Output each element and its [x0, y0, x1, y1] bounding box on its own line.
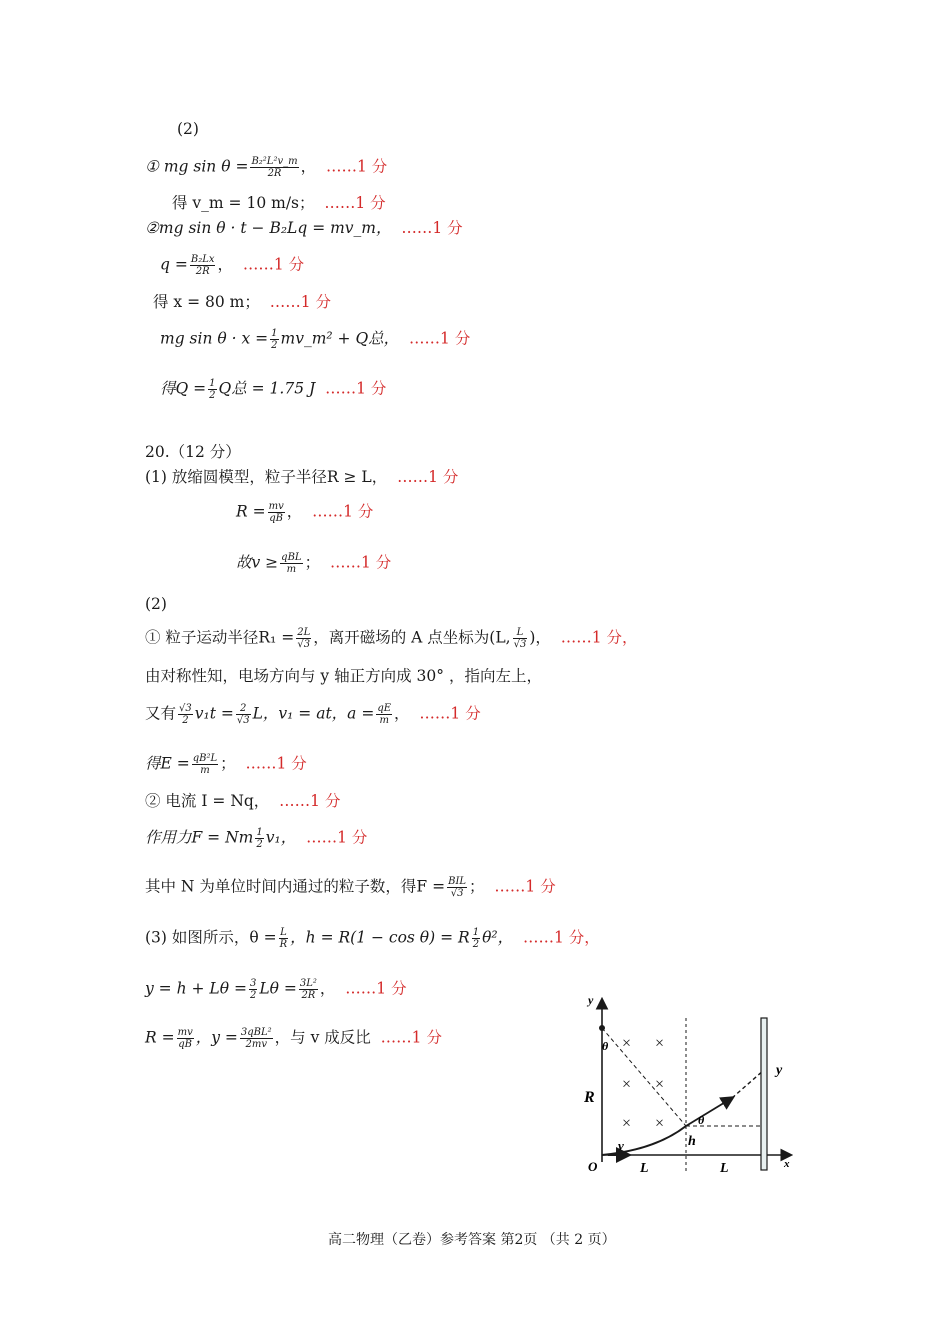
page-footer: 高二物理（乙卷）参考答案 第2页 （共 2 页） [328, 1232, 616, 1248]
q20-2f: 作用力F = Nm $\frac{1}{2}$ v₁， ……1 分 [145, 827, 368, 850]
trajectory-diagram [580, 990, 810, 1180]
q20-1c: 故v ≥ $\frac{\text{qBL}}{m}$ ； ……1 分 [236, 552, 392, 575]
field-cross: × [622, 1076, 632, 1093]
magnetic-field [622, 1035, 664, 1132]
part2-label: (2) [177, 120, 199, 138]
L1-label: L [640, 1161, 649, 1176]
eq3: ②mg sin θ · t − B₂Lq = mv_m， ……1 分 [145, 219, 463, 237]
field-cross: × [622, 1115, 632, 1132]
field-cross: × [655, 1115, 665, 1132]
exit-path [686, 1098, 732, 1126]
points-mark: ……1 分 [325, 157, 388, 176]
q20-2e: ② 电流 I = Nq， ……1 分 [145, 792, 341, 810]
q20-1b: R = $\frac{mv}{qB}$ ， ……1 分 [236, 501, 374, 524]
q20-2a: ① 粒子运动半径R₁ = $\frac{2L}{√3}$ ，离开磁场的 A 点坐标为(L, $\frac{L}{√3}$ )， ……1 分， [145, 627, 638, 650]
q20-3c: R = $\frac{mv}{qB}$ ，y = $\frac{\text{3qBL²}}{2mv}$ ，与 v 成反比 ……1 分 [145, 1027, 442, 1050]
q20-2b: 由对称性知，电场方向与 y 轴正方向成 30° ，指向左上， [145, 667, 542, 685]
q20-2g: 其中 N 为单位时间内通过的粒子数，得F = $\frac{\text{BIL}}{√3}$ ； ……1 分 [145, 876, 556, 899]
v-label: v [618, 1138, 624, 1153]
eq1: ① mg sin θ = $\frac{\text{B₂²L²v\_m}}{2R}$ ， ……1 分 [145, 156, 388, 179]
L2-label: L [720, 1161, 729, 1176]
y-hit-label: y [776, 1063, 783, 1078]
q20-3b: y = h + Lθ = $\frac{3}{2}$ Lθ = $\frac{\text{3L²}}{2R}$ ， ……1 分 [145, 978, 407, 1001]
particle-arc [602, 1126, 686, 1155]
exit-path-dashed [732, 1070, 764, 1098]
origin-label: O [588, 1159, 598, 1174]
h-label: h [688, 1134, 696, 1149]
q20-3a: (3) 如图所示，θ = $\frac{L}{R}$ ，h = R(1 − cos θ) = R $\frac{1}{2}$ θ²， ……1 分， [145, 927, 600, 950]
x-axis-label: x [784, 1158, 790, 1170]
y-axis-label: y [588, 993, 594, 1007]
field-cross: × [655, 1035, 665, 1052]
theta-top-label: θ [602, 1039, 609, 1053]
q20-2c: 又有 $\frac{√3}{2}$ v₁t = $\frac{2}{√3}$ L，v₁ = at，a = $\frac{qE}{m}$ ， ……1 分 [145, 703, 481, 726]
eq2: 得 v_m = 10 m/s； ……1 分 [172, 194, 386, 212]
q20-1: (1) 放缩圆模型，粒子半径R ≥ L， ……1 分 [145, 468, 459, 486]
theta-mid-label: θ [698, 1113, 705, 1127]
q20-2-label: (2) [145, 595, 167, 613]
R-label: R [584, 1089, 595, 1106]
q20-heading: 20.（12 分） [145, 443, 241, 461]
eq6: mg sin θ · x = $\frac{1}{2}$ mv_m² + Q总， ……1 分 [160, 328, 471, 351]
field-cross: × [622, 1035, 632, 1052]
q20-2d: 得E = $\frac{\text{qB²L}}{m}$ ； ……1 分 [145, 753, 307, 776]
field-cross: × [655, 1076, 665, 1093]
screen [761, 1018, 767, 1170]
eq4: q = $\frac{\text{B₂Lx}}{2R}$ ， ……1 分 [160, 254, 305, 277]
eq7: 得Q = $\frac{1}{2}$ Q总 = 1.75 J ……1 分 [160, 378, 387, 401]
radius-dashed [602, 1028, 686, 1126]
eq5: 得 x = 80 m； ……1 分 [153, 293, 332, 311]
